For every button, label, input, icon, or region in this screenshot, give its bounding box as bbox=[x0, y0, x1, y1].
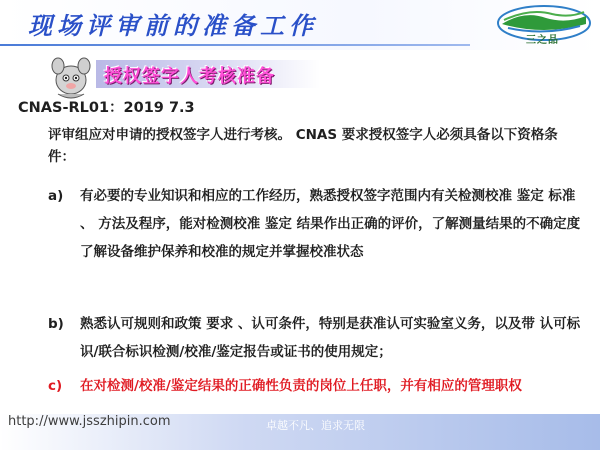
page-title: 现场评审前的准备工作 bbox=[28, 11, 318, 40]
standard-reference: CNAS-RL01：2019 7.3 bbox=[18, 100, 195, 116]
item-a-text: 有必要的专业知识和相应的工作经历，熟悉授权签字范围内有关检测校准 鉴定 标准 、 方法及程序，能对检测校准 鉴定 结果作出正确的评价，了解测量结果的不确定度了解设备维护保养和校准的规定并掌握校准状态 bbox=[80, 188, 581, 260]
item-c-text: 在对检测/校准/鉴定结果的正确性负责的岗位上任职，并有相应的管理职权 bbox=[80, 378, 522, 394]
item-b-label: b) bbox=[48, 316, 64, 332]
logo-text: 三之品 bbox=[526, 35, 559, 46]
footer-url[interactable]: http://www.jsszhipin.com bbox=[8, 414, 171, 429]
item-a-label: a) bbox=[48, 188, 64, 204]
item-b-text: 熟悉认可规则和政策 要求 、认可条件，特别是获准认可实验室义务，以及带 认可标识/联合标识检测/校准/鉴定报告或证书的使用规定； bbox=[80, 316, 581, 360]
footer-slogan: 卓越不凡、追求无限 bbox=[266, 419, 365, 432]
item-c-label: c) bbox=[48, 378, 63, 394]
section-title: 授权签字人考核准备 bbox=[104, 66, 275, 87]
header-divider bbox=[0, 44, 470, 46]
intro-paragraph: 评审组应对申请的授权签字人进行考核。 CNAS 要求授权签字人必须具备以下资格条件： bbox=[48, 127, 558, 165]
